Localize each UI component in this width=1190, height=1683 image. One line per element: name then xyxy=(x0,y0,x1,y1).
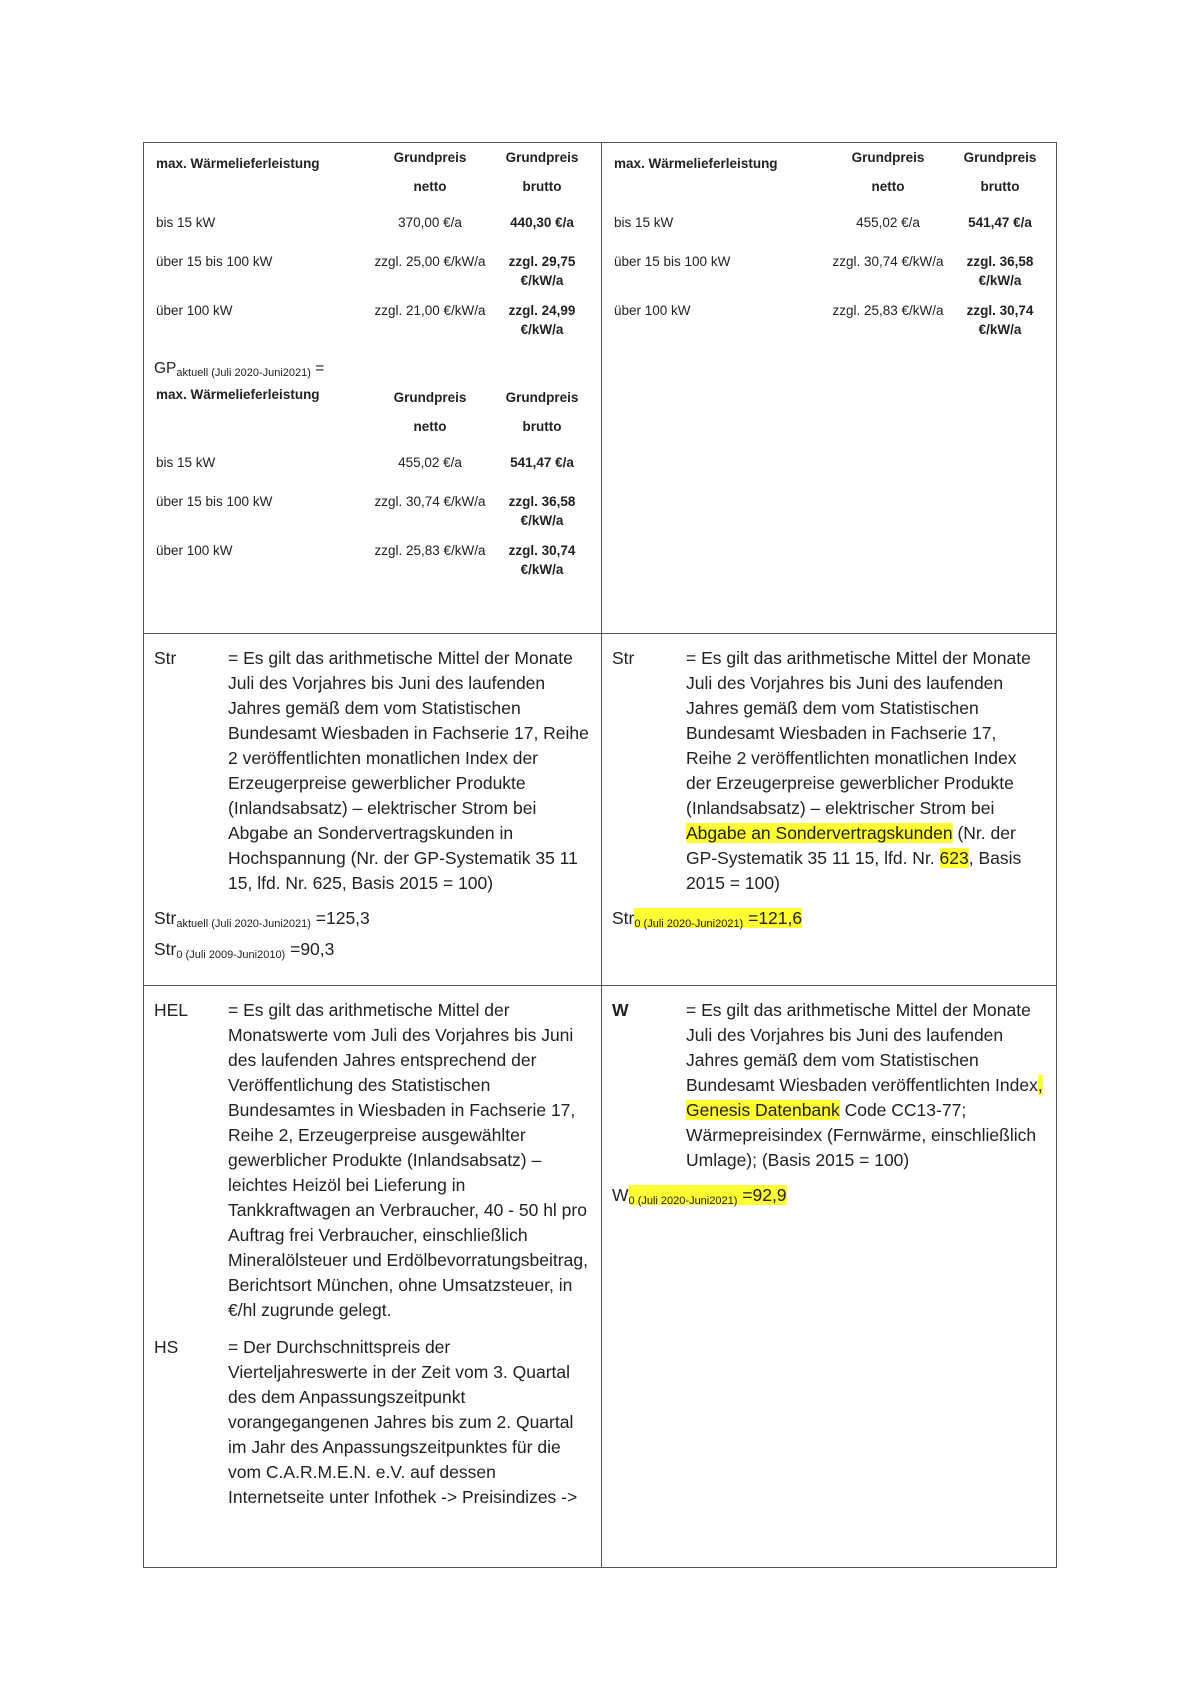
header-brutto: Grundpreis brutto xyxy=(505,150,579,194)
row-netto: 455,02 €/a xyxy=(398,455,462,470)
row-netto: zzgl. 25,83 €/kW/a xyxy=(832,303,944,318)
table-row xyxy=(156,290,598,339)
header-brutto: Grundpreis brutto xyxy=(963,150,1037,194)
table-row xyxy=(614,201,1056,232)
header-netto: Grundpreis netto xyxy=(851,150,925,194)
header-netto: Grundpreis netto xyxy=(393,150,467,194)
str-symbol: Str xyxy=(612,648,635,668)
row-brutto: zzgl. 30,74 €/kW/a xyxy=(508,543,576,577)
row-brutto: zzgl. 24,99 €/kW/a xyxy=(508,303,576,337)
hel-hs-cell xyxy=(144,986,602,1568)
w-definition xyxy=(602,986,1056,1173)
highlight: Abgabe an Sondervertragskunden xyxy=(686,823,953,843)
row-netto: zzgl. 25,00 €/kW/a xyxy=(374,254,486,269)
row-brutto: 541,47 €/a xyxy=(968,215,1032,230)
header-capacity: max. Wärmelieferleistung xyxy=(156,387,320,402)
row-netto: zzgl. 30,74 €/kW/a xyxy=(832,254,944,269)
row-netto: zzgl. 30,74 €/kW/a xyxy=(374,494,486,509)
row-netto: 455,02 €/a xyxy=(856,215,920,230)
w-zero-value: $W_{0 (Juli 2020-Juni2021)} =92,9$ xyxy=(612,1185,787,1207)
right-price-cell xyxy=(602,143,1057,634)
row-brutto: 440,30 €/a xyxy=(510,215,574,230)
hel-w-row xyxy=(144,986,1057,1568)
w-symbol: W xyxy=(612,1000,629,1020)
price-table-header xyxy=(156,383,598,441)
highlight: , Genesis Datenbank xyxy=(686,1075,1043,1120)
hel-text: = Es gilt das arithmetische Mittel der Monatswerte vom Juli des Vorjahres bis Juni des laufenden Jahres entsprechend der Veröffentlichung des Statistischen Bundesamtes in Wiesbaden in Fachserie 17, Reihe 2, Erzeugerpreise ausgewählter gewerblicher Produkte (Inlandsabsatz) – leichtes Heizöl bei Lieferung in Tankkraftwagen an Verbraucher, 40 - 50 hl pro Auftrag frei Verbraucher, einschließlich Mineralölsteuer und Erdölbevorratungsbeitrag, Berichtsort München, ohne Umsatzsteuer, in €/hl zugrunde gelegt. xyxy=(228,1000,588,1320)
row-label: über 100 kW xyxy=(156,543,233,558)
str-aktuell-value: Str$_{aktuell (Juli 2020-Juni2021)}$ =125,3 xyxy=(154,908,370,930)
hs-text: = Der Durchschnittspreis der Vierteljahreswerte in der Zeit vom 3. Quartal des dem Anpassungszeitpunkt vorangegangenen Jahres bis zum 2. Quartal im Jahr des Anpassungszeitpunktes für die vom C.A.R.M.E.N. e.V. auf dessen Internetseite unter Infothek -> Preisindizes -> xyxy=(228,1337,578,1507)
table-row xyxy=(614,290,1056,339)
price-table-right xyxy=(614,143,1056,339)
row-brutto: zzgl. 30,74 €/kW/a xyxy=(966,303,1034,337)
table-row xyxy=(156,201,598,232)
price-table-left xyxy=(156,143,598,339)
str-symbol: Str xyxy=(154,648,177,668)
w-text: = Es gilt das arithmetische Mittel der Monate Juli des Vorjahres bis Juni des laufenden Jahres gemäß dem vom Statistischen Bundesamt Wiesbaden veröffentlichten Index, Genesis Datenbank Code CC13-77; Wärmepreisindex (Fernwärme, einschließlich Umlage); (Basis 2015 = 100) xyxy=(686,1000,1043,1170)
str-text: = Es gilt das arithmetische Mittel der Monate Juli des Vorjahres bis Juni des laufenden Jahres gemäß dem vom Statistischen Bundesamt Wiesbaden in Fachserie 17, Reihe 2 veröffentlichten monatlichen Index der Erzeugerpreise gewerblicher Produkte (Inlandsabsatz) – elektrischer Strom bei Abgabe an Sondervertragskunden (Nr. der GP-Systematik 35 11 15, lfd. Nr. 623, Basis 2015 = 100) xyxy=(686,648,1031,893)
row-netto: zzgl. 25,83 €/kW/a xyxy=(374,543,486,558)
hs-symbol: HS xyxy=(154,1337,179,1357)
row-label: bis 15 kW xyxy=(614,215,674,230)
table-row xyxy=(156,530,598,579)
table-row xyxy=(156,472,598,530)
str-right-cell xyxy=(602,634,1057,986)
row-brutto: zzgl. 29,75 €/kW/a xyxy=(508,254,576,288)
row-brutto: 541,47 €/a xyxy=(510,455,574,470)
str-left-cell xyxy=(144,634,602,986)
header-capacity: max. Wärmelieferleistung xyxy=(614,156,778,171)
table-row xyxy=(156,232,598,290)
price-table-header xyxy=(156,143,598,201)
hel-symbol: HEL xyxy=(154,1000,189,1020)
formula-table xyxy=(143,142,1057,1568)
gp-aktuell-label: $GP_{aktuell (Juli 2020-Juni2021)}$ = xyxy=(154,360,325,379)
row-label: über 15 bis 100 kW xyxy=(156,494,273,509)
price-row xyxy=(144,143,1057,634)
row-brutto: zzgl. 36,58 €/kW/a xyxy=(508,494,576,528)
header-netto: Grundpreis netto xyxy=(393,390,467,434)
row-label: über 15 bis 100 kW xyxy=(156,254,273,269)
str-zero-value: Str$_{0 (Juli 2020-Juni2021)}$ =121,6 xyxy=(612,908,803,930)
row-label: über 100 kW xyxy=(614,303,691,318)
price-table-gp xyxy=(156,383,598,579)
left-price-cell xyxy=(144,143,602,634)
row-label: über 15 bis 100 kW xyxy=(614,254,731,269)
row-label: bis 15 kW xyxy=(156,215,216,230)
row-netto: 370,00 €/a xyxy=(398,215,462,230)
str-definition xyxy=(144,634,601,896)
hs-definition xyxy=(144,1323,601,1510)
str-row xyxy=(144,634,1057,986)
row-label: bis 15 kW xyxy=(156,455,216,470)
row-label: über 100 kW xyxy=(156,303,233,318)
row-netto: zzgl. 21,00 €/kW/a xyxy=(374,303,486,318)
str-text: = Es gilt das arithmetische Mittel der Monate Juli des Vorjahres bis Juni des laufenden Jahres gemäß dem vom Statistischen Bundesamt Wiesbaden in Fachserie 17, Reihe 2 veröffentlichten monatlichen Index der Erzeugerpreise gewerblicher Produkte (Inlandsabsatz) – elektrischer Strom bei Abgabe an Sondervertragskunden in Hochspannung (Nr. der GP-Systematik 35 11 15, lfd. Nr. 625, Basis 2015 = 100) xyxy=(228,648,589,893)
table-row xyxy=(156,441,598,472)
str-definition xyxy=(602,634,1056,896)
header-brutto: Grundpreis brutto xyxy=(505,390,579,434)
row-brutto: zzgl. 36,58 €/kW/a xyxy=(966,254,1034,288)
hel-definition xyxy=(144,986,601,1323)
highlight: 623 xyxy=(939,848,969,868)
str-zero-value: Str$_{0 (Juli 2009-Juni2010)}$ =90,3 xyxy=(154,939,335,961)
w-cell xyxy=(602,986,1057,1568)
price-table-header xyxy=(614,143,1056,201)
table-row xyxy=(614,232,1056,290)
header-capacity: max. Wärmelieferleistung xyxy=(156,156,320,171)
